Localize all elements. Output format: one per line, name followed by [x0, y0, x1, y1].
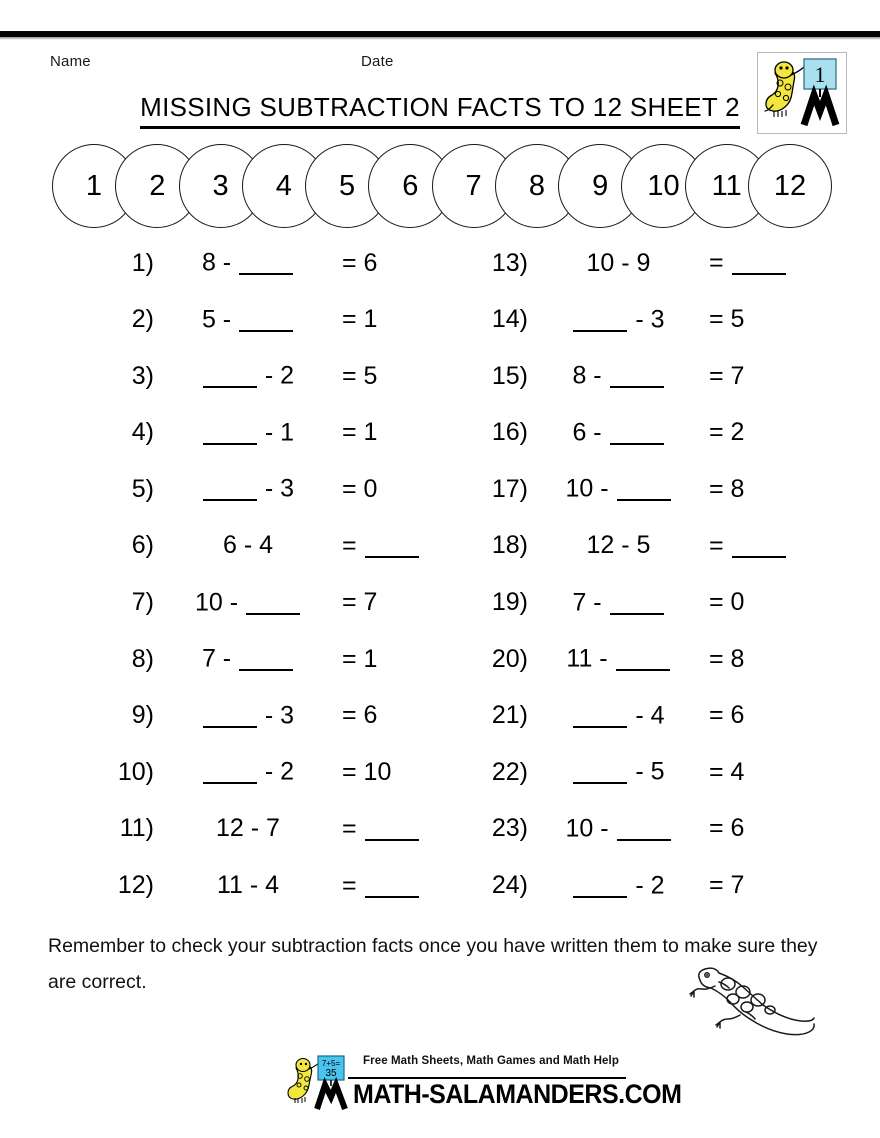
answer-blank[interactable]	[239, 644, 293, 671]
problem-expression: - 5	[528, 757, 703, 787]
problem-number: 23)	[491, 814, 528, 843]
site-brand-logo	[283, 1052, 682, 1114]
problem-row	[470, 474, 810, 531]
answer-blank[interactable]	[246, 588, 300, 615]
answer-blank[interactable]	[732, 248, 786, 275]
problem-row	[470, 248, 810, 305]
number-circle-8: 8	[495, 144, 579, 228]
answer-blank[interactable]	[203, 757, 257, 784]
problem-row	[470, 305, 810, 362]
answer-blank[interactable]	[203, 361, 257, 388]
problem-result: = 7	[709, 361, 745, 390]
problem-row	[96, 305, 426, 362]
problem-expression: 6 - 4	[222, 531, 274, 560]
problem-row	[470, 361, 810, 418]
problem-expression: 6 -	[528, 418, 703, 448]
problem-expression: - 2	[154, 757, 336, 787]
problem-expression: 10 -	[528, 814, 703, 844]
problem-row	[470, 531, 810, 588]
problem-row	[470, 588, 810, 645]
problem-expression: - 3	[154, 474, 336, 504]
number-circle-2: 2	[115, 144, 199, 228]
problem-expression: 10 -	[154, 588, 336, 618]
problem-result: =	[703, 248, 819, 278]
problem-result: = 6	[709, 701, 745, 730]
problem-number: 4)	[131, 418, 154, 447]
problem-row	[96, 531, 426, 588]
problem-expression: - 3	[528, 305, 703, 335]
grade-badge-number: 1	[814, 62, 826, 87]
problem-result: = 0	[709, 588, 745, 617]
problem-result: = 5	[709, 305, 745, 334]
answer-blank[interactable]	[573, 305, 627, 332]
answer-blank[interactable]	[203, 701, 257, 728]
answer-blank[interactable]	[617, 814, 671, 841]
problem-number: 19)	[491, 588, 528, 617]
problem-result: =	[703, 531, 819, 561]
problem-expression: - 2	[528, 871, 703, 901]
problem-row	[470, 871, 810, 928]
problem-expression: 11 - 4	[216, 871, 280, 900]
problem-number: 7)	[131, 588, 154, 617]
problem-result: = 6	[342, 248, 378, 277]
answer-blank[interactable]	[239, 305, 293, 332]
problem-expression: - 1	[154, 418, 336, 448]
number-circle-10: 10	[621, 144, 705, 228]
problem-result: = 8	[709, 474, 745, 503]
page-title-text: MISSING SUBTRACTION FACTS TO 12 SHEET 2	[140, 92, 740, 129]
problem-result: = 0	[342, 474, 378, 503]
number-line-strip	[52, 144, 832, 228]
problem-number: 10)	[117, 757, 154, 786]
answer-blank[interactable]	[365, 531, 419, 558]
grade-logo	[757, 52, 847, 134]
problem-result: = 5	[342, 361, 378, 390]
number-circle-3: 3	[179, 144, 263, 228]
number-circle-4: 4	[242, 144, 326, 228]
problem-number: 8)	[131, 644, 154, 673]
problem-expression: 10 -	[528, 474, 703, 504]
answer-blank[interactable]	[610, 361, 664, 388]
grade-logo-art	[758, 53, 846, 133]
problem-number: 14)	[491, 305, 528, 334]
problem-number: 18)	[491, 531, 528, 560]
number-circle-12: 12	[748, 144, 832, 228]
problem-result: = 4	[709, 757, 745, 786]
problem-row	[96, 644, 426, 701]
brand-logo-sum-bottom: 35	[325, 1068, 337, 1079]
problem-row	[96, 361, 426, 418]
problem-result: = 1	[342, 305, 378, 334]
name-field-label: Name	[50, 53, 91, 70]
problem-number: 21)	[491, 701, 528, 730]
answer-blank[interactable]	[573, 757, 627, 784]
answer-blank[interactable]	[239, 248, 293, 275]
brand-tagline: Free Math Sheets, Math Games and Math Help	[363, 1055, 619, 1067]
answer-blank[interactable]	[616, 644, 670, 671]
problem-result: = 8	[709, 644, 745, 673]
problem-row	[470, 418, 810, 475]
problem-number: 13)	[491, 248, 528, 277]
problem-expression: 8 -	[528, 361, 703, 391]
problem-expression: 12 - 7	[216, 814, 280, 843]
number-circle-6: 6	[368, 144, 452, 228]
salamander-line-art	[688, 958, 838, 1040]
date-field-label: Date	[361, 53, 394, 70]
problem-row	[96, 588, 426, 645]
problem-number: 20)	[491, 644, 528, 673]
problem-expression: - 2	[154, 361, 336, 391]
problem-row	[96, 418, 426, 475]
top-divider-shadow	[0, 37, 880, 40]
problem-result: = 7	[342, 588, 378, 617]
page-title	[0, 92, 880, 129]
problem-expression: 5 -	[154, 305, 336, 335]
answer-blank[interactable]	[732, 531, 786, 558]
problem-result: = 1	[342, 418, 378, 447]
problem-row	[470, 757, 810, 814]
problem-number: 12)	[117, 871, 154, 900]
answer-blank[interactable]	[617, 474, 671, 501]
salamander-illustration	[688, 958, 838, 1040]
problem-expression: 11 -	[528, 644, 703, 674]
problem-number: 3)	[131, 361, 154, 390]
problem-result: = 6	[342, 701, 378, 730]
problem-expression: 8 -	[154, 248, 336, 278]
problem-expression: 7 -	[528, 588, 703, 618]
problem-result: =	[336, 531, 437, 561]
problem-row	[470, 701, 810, 758]
problem-result: = 2	[709, 418, 745, 447]
problem-result: = 10	[342, 757, 392, 786]
problem-result: = 7	[709, 871, 745, 900]
problem-number: 5)	[131, 474, 154, 503]
problem-expression: - 4	[528, 701, 703, 731]
problem-column-left	[96, 248, 426, 927]
problem-row	[96, 757, 426, 814]
number-circle-1: 1	[52, 144, 136, 228]
brand-logo-sum-top: 7+5=	[321, 1059, 341, 1068]
problem-number: 6)	[131, 531, 154, 560]
problem-result: = 6	[709, 814, 745, 843]
problem-number: 9)	[131, 701, 154, 730]
brand-site-name: MATH-SALAMANDERS.COM	[353, 1079, 682, 1110]
problem-row	[96, 814, 426, 871]
problem-number: 22)	[491, 757, 528, 786]
problem-row	[470, 814, 810, 871]
number-circle-9: 9	[558, 144, 642, 228]
answer-blank[interactable]	[203, 418, 257, 445]
answer-blank[interactable]	[203, 474, 257, 501]
number-circle-5: 5	[305, 144, 389, 228]
number-circle-7: 7	[432, 144, 516, 228]
problem-expression: 12 - 5	[586, 531, 651, 560]
brand-salamander-icon	[283, 1052, 349, 1112]
answer-blank[interactable]	[573, 701, 627, 728]
answer-blank[interactable]	[365, 871, 419, 898]
problem-number: 17)	[491, 474, 528, 503]
problem-number: 16)	[491, 418, 528, 447]
problem-expression: - 3	[154, 701, 336, 731]
answer-blank[interactable]	[610, 418, 664, 445]
instruction-text: Remember to check your subtraction facts once you have written them to make sure they are correct.	[48, 935, 818, 993]
problem-number: 24)	[491, 871, 528, 900]
problem-expression: 10 - 9	[586, 248, 651, 277]
number-circle-11: 11	[685, 144, 769, 228]
answer-blank[interactable]	[365, 814, 419, 841]
problem-row	[96, 474, 426, 531]
problem-row	[96, 248, 426, 305]
answer-blank[interactable]	[573, 871, 627, 898]
problem-result: =	[336, 814, 437, 844]
problem-result: = 1	[342, 644, 378, 673]
problem-expression: 7 -	[154, 644, 336, 674]
problem-number: 15)	[491, 361, 528, 390]
problem-number: 2)	[131, 305, 154, 334]
problem-result: =	[336, 871, 437, 901]
problem-number: 11)	[119, 814, 154, 843]
problem-column-right	[470, 248, 810, 927]
problem-row	[96, 701, 426, 758]
problem-row	[96, 871, 426, 928]
problem-number: 1)	[131, 248, 154, 277]
problem-row	[470, 644, 810, 701]
answer-blank[interactable]	[610, 588, 664, 615]
